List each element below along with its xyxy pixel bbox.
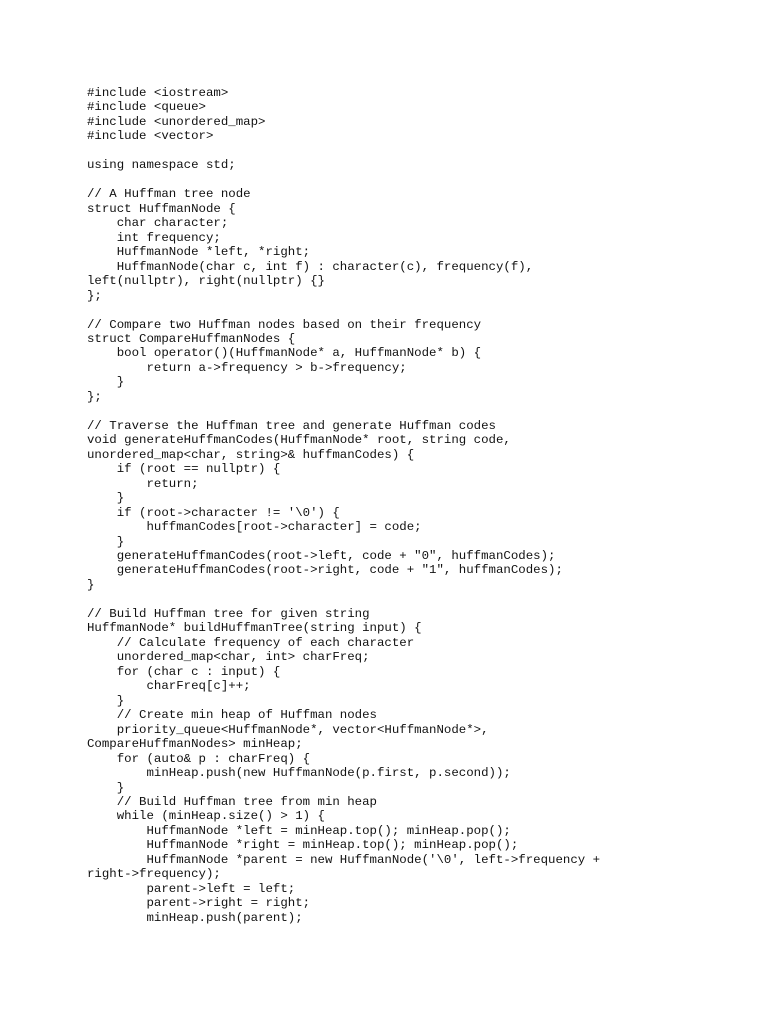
code-listing	[87, 86, 757, 925]
code-line: char character;	[87, 216, 229, 231]
code-line: parent->right = right;	[87, 896, 311, 911]
code-line: charFreq[c]++;	[87, 679, 251, 694]
code-line: };	[87, 389, 102, 404]
code-line: priority_queue<HuffmanNode*, vector<HuffmanNode*>,	[87, 722, 489, 737]
code-line: huffmanCodes[root->character] = code;	[87, 520, 422, 535]
code-line: minHeap.push(new HuffmanNode(p.first, p.second));	[87, 766, 511, 781]
code-line: HuffmanNode *left = minHeap.top(); minHeap.pop();	[87, 823, 511, 838]
code-line: }	[87, 491, 125, 506]
code-line	[87, 173, 757, 187]
code-line: left(nullptr), right(nullptr) {}	[87, 274, 325, 289]
code-line: #include <iostream>	[87, 86, 229, 100]
code-line: HuffmanNode(char c, int f) : character(c), frequency(f),	[87, 259, 534, 274]
code-line: if (root->character != '\0') {	[87, 505, 340, 520]
code-line: unordered_map<char, int> charFreq;	[87, 650, 370, 665]
code-line: for (char c : input) {	[87, 664, 281, 679]
code-line: HuffmanNode *right = minHeap.top(); minHeap.pop();	[87, 838, 519, 853]
code-line: #include <queue>	[87, 100, 206, 115]
code-line: struct HuffmanNode {	[87, 201, 236, 216]
code-line: }	[87, 693, 125, 708]
code-line: HuffmanNode *left, *right;	[87, 245, 311, 260]
code-line: return;	[87, 476, 199, 491]
code-line: // Create min heap of Huffman nodes	[87, 708, 377, 723]
code-line	[87, 404, 757, 418]
code-line: };	[87, 288, 102, 303]
code-line: }	[87, 577, 95, 592]
code-line: #include <vector>	[87, 129, 214, 144]
code-line: return a->frequency > b->frequency;	[87, 360, 407, 375]
code-line: struct CompareHuffmanNodes {	[87, 331, 296, 346]
code-line: for (auto& p : charFreq) {	[87, 751, 311, 766]
code-line: generateHuffmanCodes(root->right, code + "1", huffmanCodes);	[87, 563, 563, 578]
code-line: int frequency;	[87, 230, 221, 245]
code-line	[87, 144, 757, 158]
code-line: }	[87, 534, 125, 549]
code-line: }	[87, 375, 125, 390]
code-line: }	[87, 780, 125, 795]
code-line: right->frequency);	[87, 867, 221, 882]
code-line: if (root == nullptr) {	[87, 462, 281, 477]
code-line: #include <unordered_map>	[87, 114, 266, 129]
code-line: while (minHeap.size() > 1) {	[87, 809, 325, 824]
code-line: // Traverse the Huffman tree and generate Huffman codes	[87, 418, 496, 433]
code-line: unordered_map<char, string>& huffmanCodes) {	[87, 447, 415, 462]
code-line: CompareHuffmanNodes> minHeap;	[87, 737, 303, 752]
code-line: generateHuffmanCodes(root->left, code + "0", huffmanCodes);	[87, 549, 556, 563]
code-line: HuffmanNode* buildHuffmanTree(string input) {	[87, 621, 422, 636]
code-line: bool operator()(HuffmanNode* a, HuffmanNode* b) {	[87, 346, 482, 361]
code-line: using namespace std;	[87, 158, 236, 173]
code-line: // Calculate frequency of each character	[87, 635, 415, 650]
code-line: // Build Huffman tree from min heap	[87, 794, 377, 809]
code-line	[87, 303, 757, 317]
code-line: // Build Huffman tree for given string	[87, 606, 370, 621]
code-line: minHeap.push(parent);	[87, 910, 303, 925]
code-line	[87, 592, 757, 606]
code-line: HuffmanNode *parent = new HuffmanNode('\0', left->frequency +	[87, 852, 601, 867]
code-line: parent->left = left;	[87, 881, 296, 896]
code-line: void generateHuffmanCodes(HuffmanNode* root, string code,	[87, 433, 511, 448]
code-line: // Compare two Huffman nodes based on their frequency	[87, 317, 482, 332]
code-line: // A Huffman tree node	[87, 187, 251, 202]
